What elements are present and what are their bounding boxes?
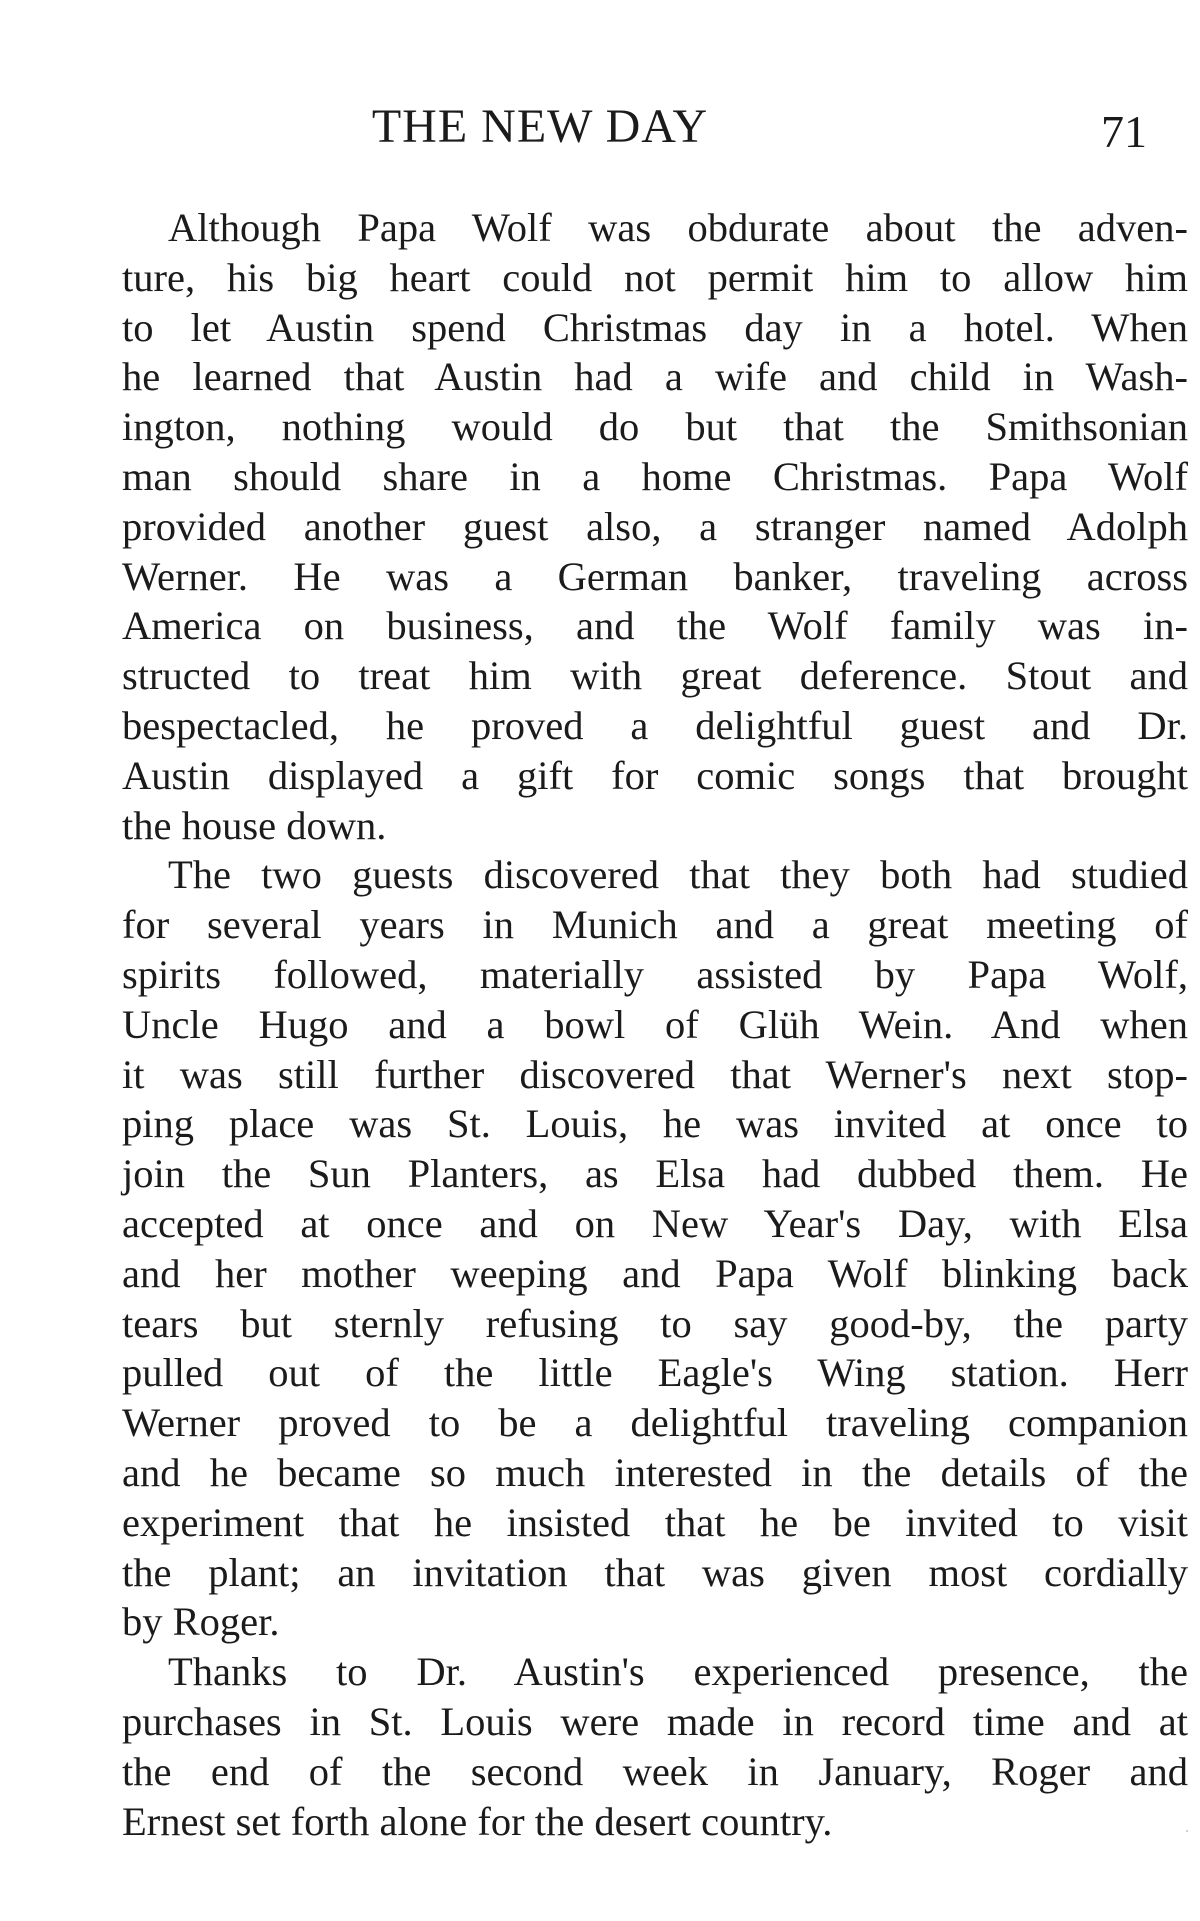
paragraph [122,850,1188,1647]
text-line: America on business, and the Wolf family was in- [122,603,1188,649]
text-line: by Roger. [122,1599,280,1645]
text-line: for several years in Munich and a great meeting of [122,902,1188,948]
paragraph [122,203,1188,850]
text-line: tears but sternly refusing to say good-by, the party [122,1300,1188,1346]
text-line: man should share in a home Christmas. Papa Wolf [122,453,1188,499]
text-line: structed to treat him with great deference. Stout and [122,653,1188,699]
text-line: ping place was St. Louis, he was invited at once to [122,1101,1188,1147]
text-line: spirits followed, materially assisted by Papa Wolf, [122,951,1188,997]
text-line: bespectacled, he proved a delightful guest and Dr. [122,702,1188,748]
text-line: Uncle Hugo and a bowl of Glüh Wein. And when [122,1001,1188,1047]
text-line: to let Austin spend Christmas day in a hotel. When [122,304,1188,350]
text-line: experiment that he insisted that he be invited to visit [122,1499,1188,1545]
text-line: Ernest set forth alone for the desert country. [122,1798,833,1844]
text-line: the plant; an invitation that was given most cordially [122,1549,1188,1595]
page-number: 71 [1101,106,1147,157]
text-line: accepted at once and on New Year's Day, with Elsa [122,1200,1188,1246]
text-line: the house down. [122,802,387,848]
text-line: purchases in St. Louis were made in record time and at [122,1698,1188,1744]
text-line: Werner proved to be a delightful traveling companion [122,1400,1188,1446]
body-text [122,203,1188,1846]
text-line: and he became so much interested in the details of the [122,1449,1188,1495]
text-line: and her mother weeping and Papa Wolf blinking back [122,1250,1188,1296]
text-line: he learned that Austin had a wife and child in Wash- [122,354,1188,400]
text-line: the end of the second week in January, Roger and [122,1748,1188,1794]
text-line: it was still further discovered that Werner's next stop- [122,1051,1188,1097]
text-line: Thanks to Dr. Austin's experienced presence, the [168,1649,1188,1695]
paragraph [122,1647,1188,1846]
page-speck [1186,1830,1188,1832]
text-line: Austin displayed a gift for comic songs that brought [122,752,1188,798]
text-line: Although Papa Wolf was obdurate about the adven- [168,205,1188,250]
text-line: pulled out of the little Eagle's Wing station. Herr [122,1350,1188,1396]
text-line: ington, nothing would do but that the Smithsonian [122,404,1188,450]
text-line: join the Sun Planters, as Elsa had dubbed them. He [122,1151,1188,1197]
text-line: Werner. He was a German banker, traveling across [122,553,1188,599]
text-line: ture, his big heart could not permit him to allow him [122,254,1188,300]
text-line: provided another guest also, a stranger named Adolph [122,503,1188,549]
running-title: THE NEW DAY [371,100,709,153]
text-line: The two guests discovered that they both had studied [168,852,1188,898]
